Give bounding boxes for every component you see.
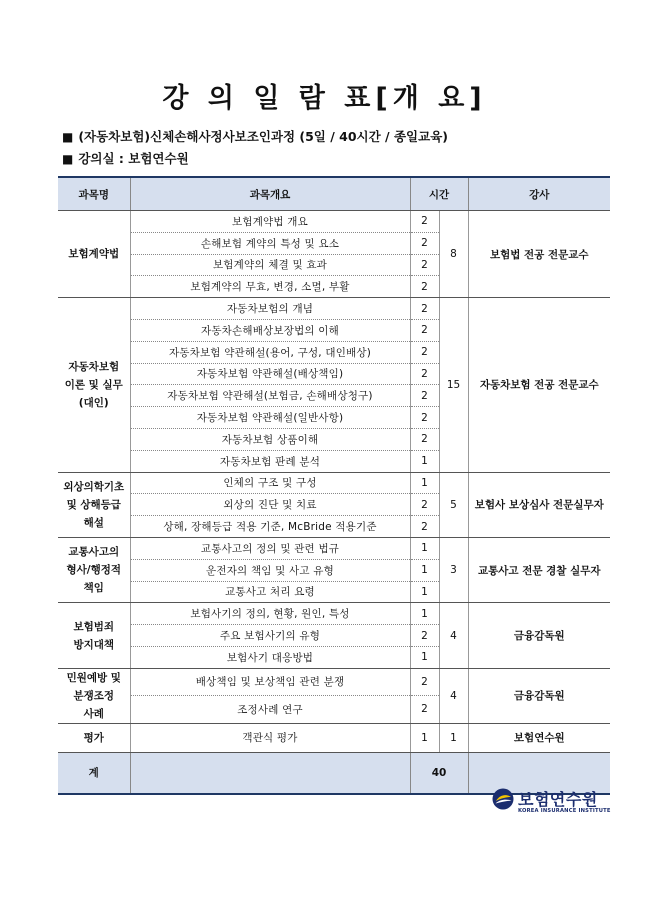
topic-hours-cell: 2 [410,298,439,320]
topic-hours-cell: 2 [410,232,439,254]
topic-hours-cell: 1 [410,723,439,752]
subject-cell [58,537,130,602]
topic-cell: 보험계약의 체결 및 효과 [130,254,410,276]
subject-line: 보험계약법 [68,248,120,261]
table-row [58,603,610,625]
logo-english-name: KOREA INSURANCE INSTITUTE [518,808,611,814]
topic-cell: 손해보험 계약의 특성 및 요소 [130,232,410,254]
topic-cell: 교통사고 처리 요령 [130,581,410,603]
instructor-cell: 보험사 보상심사 전문실무자 [468,472,610,537]
lecture-schedule-table [58,176,610,795]
classroom-info [62,149,189,167]
subject-line: 교통사고의 [68,546,120,559]
total-label: 계 [58,752,130,794]
topic-cell: 자동차보험 약관해설(일반사항) [130,407,410,429]
logo-name: 보험연수원 [518,790,598,809]
table-row [58,723,610,752]
subject-line: 책임 [83,582,104,595]
instructor-cell: 보험연수원 [468,723,610,752]
instructor-cell: 금융감독원 [468,603,610,668]
subject-line: 외상의학기초 [63,480,125,493]
classroom-name: 강의실 : 보험연수원 [78,151,189,166]
subject-cell [58,723,130,752]
course-info [62,127,448,145]
topic-hours-cell: 2 [410,341,439,363]
instructor-cell: 금융감독원 [468,668,610,723]
subject-line: (대인) [78,396,109,409]
topic-cell: 자동차보험 약관해설(배상책임) [130,363,410,385]
topic-cell: 주요 보험사기의 유형 [130,625,410,647]
topic-hours-cell: 2 [410,254,439,276]
topic-cell: 보험계약의 무효, 변경, 소멸, 부활 [130,276,410,298]
subject-line: 사례 [83,707,104,720]
table-row [58,298,610,320]
instructor-cell: 자동차보험 전공 전문교수 [468,298,610,472]
header-hours: 시간 [410,177,468,211]
topic-cell: 객관식 평가 [130,723,410,752]
topic-cell: 자동차보험의 개념 [130,298,410,320]
subject-line: 이론 및 실무 [64,378,123,391]
topic-cell: 인체의 구조 및 구성 [130,472,410,494]
group-total-hours-cell: 4 [439,603,468,668]
total-hours: 40 [410,752,468,794]
topic-cell: 자동차보험 약관해설(보험금, 손해배상청구) [130,385,410,407]
table-header-row [58,177,610,211]
topic-cell: 외상의 진단 및 치료 [130,494,410,516]
topic-cell: 교통사고의 정의 및 관련 법규 [130,537,410,559]
topic-cell: 자동차보험 약관해설(용어, 구성, 대인배상) [130,341,410,363]
instructor-cell: 보험법 전공 전문교수 [468,211,610,298]
globe-logo-icon [492,788,514,810]
subject-line: 분쟁조정 [73,689,115,702]
topic-cell: 보험계약법 개요 [130,211,410,233]
table-row [58,211,610,233]
institute-logo [492,786,622,820]
topic-hours-cell: 2 [410,696,439,724]
group-total-hours-cell: 5 [439,472,468,537]
instructor-cell: 교통사고 전문 경찰 실무자 [468,537,610,602]
group-total-hours-cell: 1 [439,723,468,752]
page-title: 강 의 일 람 표[개 요] [162,83,487,114]
subject-line: 민원예방 및 [66,671,121,684]
group-total-hours-cell: 4 [439,668,468,723]
subject-line: 해설 [83,516,104,529]
topic-hours-cell: 2 [410,407,439,429]
topic-hours-cell: 2 [410,211,439,233]
topic-cell: 자동차보험 상품이해 [130,428,410,450]
topic-hours-cell: 1 [410,581,439,603]
topic-hours-cell: 2 [410,516,439,538]
topic-hours-cell: 2 [410,385,439,407]
header-subject: 과목명 [58,177,130,211]
total-blank [130,752,410,794]
group-total-hours-cell: 8 [439,211,468,298]
header-overview: 과목개요 [130,177,410,211]
topic-hours-cell: 2 [410,363,439,385]
subject-cell [58,668,130,723]
topic-hours-cell: 2 [410,625,439,647]
subject-line: 평가 [83,731,104,744]
table-row [58,472,610,494]
topic-hours-cell: 2 [410,668,439,696]
topic-hours-cell: 2 [410,494,439,516]
table-body [58,211,610,753]
topic-hours-cell: 1 [410,472,439,494]
subject-cell [58,472,130,537]
subject-line: 방지대책 [73,638,115,651]
topic-hours-cell: 2 [410,276,439,298]
subject-cell [58,603,130,668]
subject-cell [58,298,130,472]
group-total-hours-cell: 3 [439,537,468,602]
topic-hours-cell: 1 [410,559,439,581]
topic-cell: 배상책임 및 보상책임 관련 분쟁 [130,668,410,696]
table-row [58,668,610,696]
subject-cell [58,211,130,298]
header-instructor: 강사 [468,177,610,211]
bullet-square-icon: ■ [62,130,74,144]
topic-cell: 상해, 장해등급 적용 기준, McBride 적용기준 [130,516,410,538]
topic-cell: 운전자의 책임 및 사고 유형 [130,559,410,581]
topic-cell: 자동차보험 판례 분석 [130,450,410,472]
subject-line: 보험범죄 [73,620,115,633]
course-name: (자동차보험)신체손해사정사보조인과정 (5일 / 40시간 / 종일교육) [78,129,448,144]
topic-hours-cell: 1 [410,450,439,472]
topic-cell: 자동차손해배상보장법의 이해 [130,319,410,341]
subject-line: 자동차보험 [68,360,120,373]
topic-hours-cell: 1 [410,646,439,668]
topic-cell: 조정사례 연구 [130,696,410,724]
bullet-square-icon: ■ [62,152,74,166]
topic-hours-cell: 1 [410,537,439,559]
subject-line: 및 상해등급 [66,498,121,511]
topic-cell: 보험사기의 정의, 현황, 원인, 특성 [130,603,410,625]
topic-hours-cell: 1 [410,603,439,625]
group-total-hours-cell: 15 [439,298,468,472]
topic-hours-cell: 2 [410,428,439,450]
topic-hours-cell: 2 [410,319,439,341]
table-row [58,537,610,559]
subject-line: 형사/행정적 [66,564,122,577]
topic-cell: 보험사기 대응방법 [130,646,410,668]
